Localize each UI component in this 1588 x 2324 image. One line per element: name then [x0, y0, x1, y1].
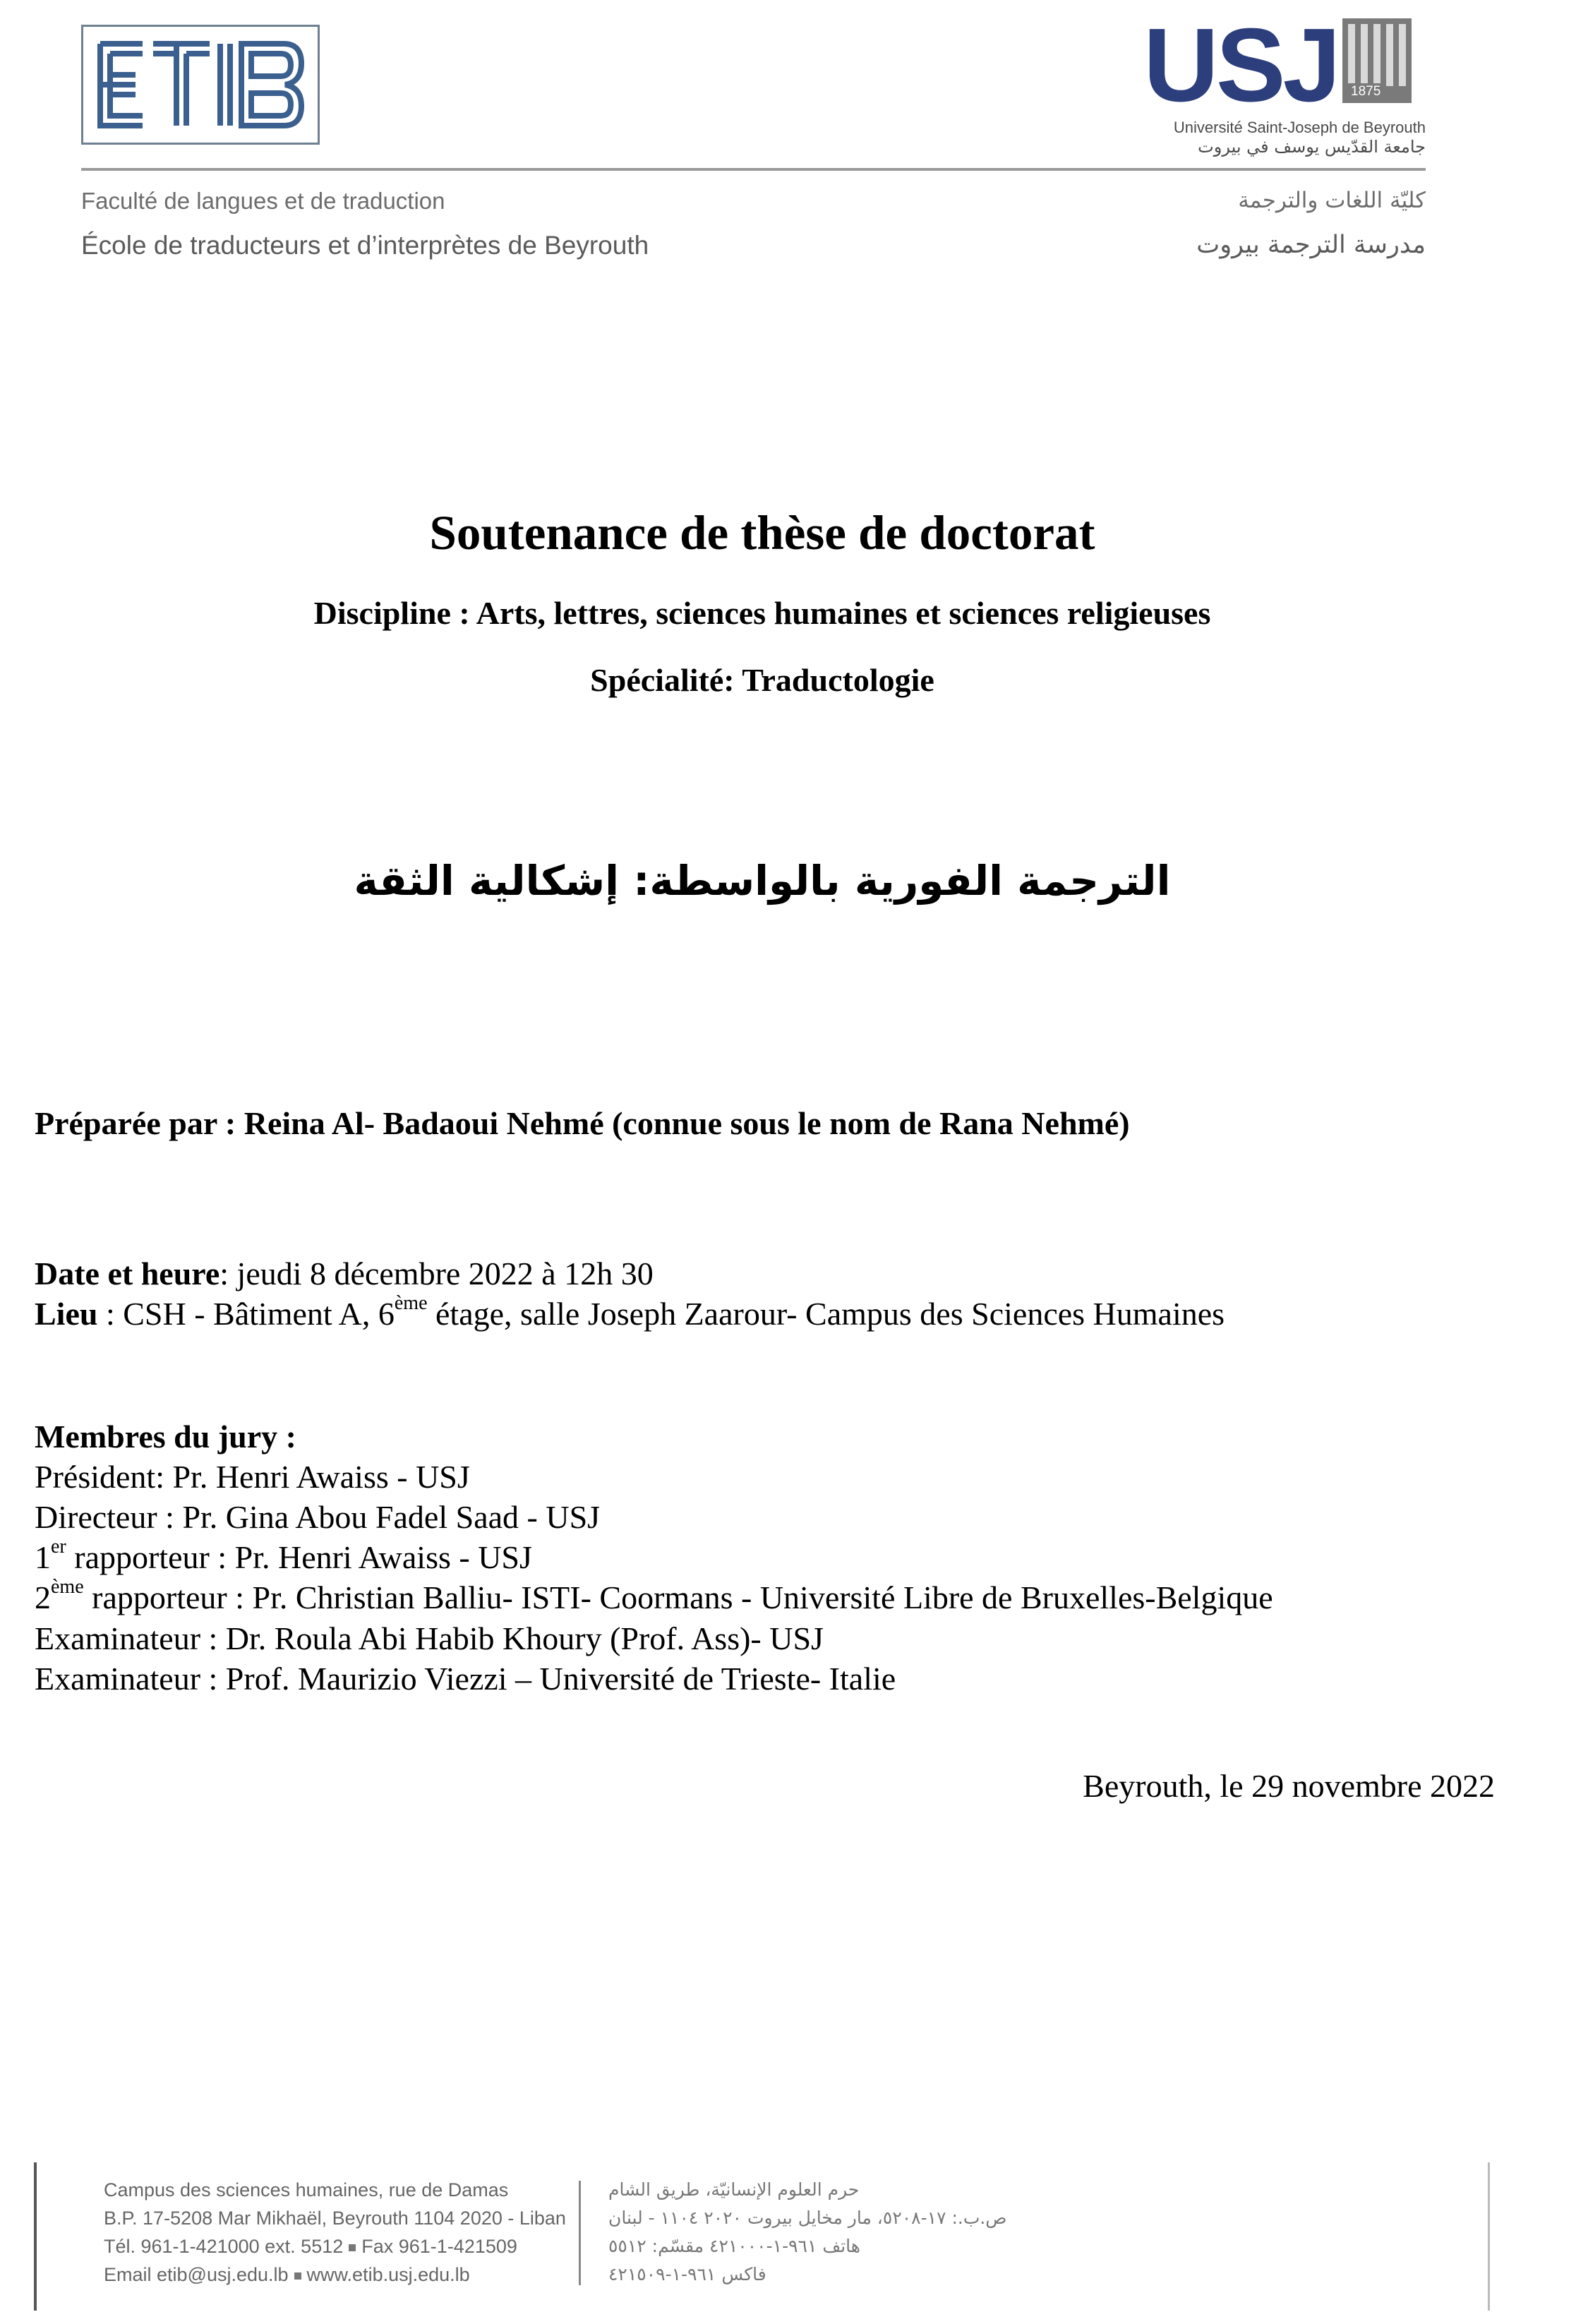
jury-heading: Membres du jury :	[35, 1419, 296, 1455]
thesis-title-arabic: الترجمة الفورية بالواسطة: إشكالية الثقة	[354, 857, 1171, 905]
usj-name-french: Université Saint-Joseph de Beyrouth	[1173, 119, 1426, 136]
jury-directeur: Directeur : Pr. Gina Abou Fadel Saad - USJ	[35, 1499, 601, 1535]
footer-fax: Fax 961-1-421509	[361, 2236, 517, 2257]
header-divider	[81, 168, 1426, 171]
jury-president: Président: Pr. Henri Awaiss - USJ	[35, 1459, 470, 1495]
specialite-line: Spécialité: Traductologie	[590, 662, 934, 698]
rapporteur-2-text: rapporteur : Pr. Christian Balliu- ISTI- Coormans - Université Libre de Bruxelles-Belgique	[83, 1579, 1273, 1615]
date-value: : jeudi 8 décembre 2022 à 12h 30	[219, 1256, 654, 1292]
prepared-by: Préparée par : Reina Al- Badaoui Nehmé (connue sous le nom de Rana Nehmé)	[35, 1105, 1130, 1141]
footer-arabic-line-4: فاكس ٩٦١-١-٤٢١٥٠٩	[608, 2264, 766, 2284]
location-line	[35, 1292, 1225, 1332]
school-name-french: École de traducteurs et d’interprètes de Beyrouth	[81, 231, 649, 260]
footer-email[interactable]: Email etib@usj.edu.lb	[104, 2264, 289, 2285]
footer-phone-line	[104, 2236, 517, 2258]
usj-logo	[1143, 7, 1426, 157]
rapporteur-1-text: rapporteur : Pr. Henri Awaiss - USJ	[66, 1539, 532, 1575]
usj-name-arabic: جامعة القدّيس يوسف في بيروت	[1198, 137, 1426, 157]
rapporteur-1-superscript: er	[51, 1536, 66, 1558]
document-title: Soutenance de thèse de doctorat	[429, 506, 1095, 560]
usj-founding-year: 1875	[1348, 83, 1383, 100]
rapporteur-2-superscript: ème	[51, 1576, 84, 1598]
footer-website[interactable]: www.etib.usj.edu.lb	[306, 2264, 470, 2285]
footer-right-bar	[1488, 2162, 1490, 2311]
lieu-superscript: ème	[394, 1292, 428, 1314]
square-bullet-icon	[294, 2272, 301, 2280]
jury-examinateur-1: Examinateur : Dr. Roula Abi Habib Khoury (Prof. Ass)- USJ	[35, 1620, 824, 1656]
footer-divider	[579, 2181, 581, 2285]
usj-logo-text: USJ	[1143, 7, 1338, 124]
footer-address-line-1: Campus des sciences humaines, rue de Damas	[104, 2179, 509, 2200]
school-name-arabic: مدرسة الترجمة بيروت	[1196, 231, 1426, 259]
lieu-label: Lieu	[35, 1296, 98, 1332]
footer-contact-line	[104, 2264, 470, 2286]
rapporteur-1-number: 1	[35, 1539, 51, 1575]
footer-tel: Tél. 961-1-421000 ext. 5512	[104, 2236, 344, 2257]
discipline-line: Discipline : Arts, lettres, sciences humaines et sciences religieuses	[313, 595, 1211, 631]
footer-arabic-line-2: ص.ب.: ١٧-٥٢٠٨، مار مخايل بيروت ٢٠٢٠ ١١٠٤ - لبنان	[608, 2208, 1007, 2228]
lieu-value-part1: : CSH - Bâtiment A, 6	[97, 1296, 395, 1332]
footer-address-line-2: B.P. 17-5208 Mar Mikhaël, Beyrouth 1104 2020 - Liban	[104, 2208, 566, 2229]
footer-arabic-line-3: هاتف ٩٦١-١-٤٢١٠٠٠ مقسّم: ٥٥١٢	[608, 2236, 860, 2256]
date-line	[35, 1255, 654, 1292]
jury-rapporteur-2	[35, 1576, 1273, 1616]
square-bullet-icon	[349, 2244, 356, 2251]
footer-arabic-line-1: حرم العلوم الإنسانيّة، طريق الشام	[608, 2179, 860, 2200]
footer-left-bar	[34, 2162, 37, 2311]
date-label: Date et heure	[35, 1256, 220, 1292]
etib-logo-mark	[93, 35, 308, 134]
faculty-name-arabic: كليّة اللغات والترجمة	[1238, 188, 1426, 213]
lieu-value-part2: étage, salle Joseph Zaarour- Campus des Sciences Humaines	[427, 1296, 1225, 1332]
place-and-date: Beyrouth, le 29 novembre 2022	[1083, 1768, 1495, 1804]
jury-examinateur-2: Examinateur : Prof. Maurizio Viezzi – Université de Trieste- Italie	[35, 1661, 896, 1697]
rapporteur-2-number: 2	[35, 1579, 51, 1615]
etib-logo	[81, 25, 320, 145]
faculty-name-french: Faculté de langues et de traduction	[81, 188, 445, 214]
jury-rapporteur-1	[35, 1536, 532, 1576]
